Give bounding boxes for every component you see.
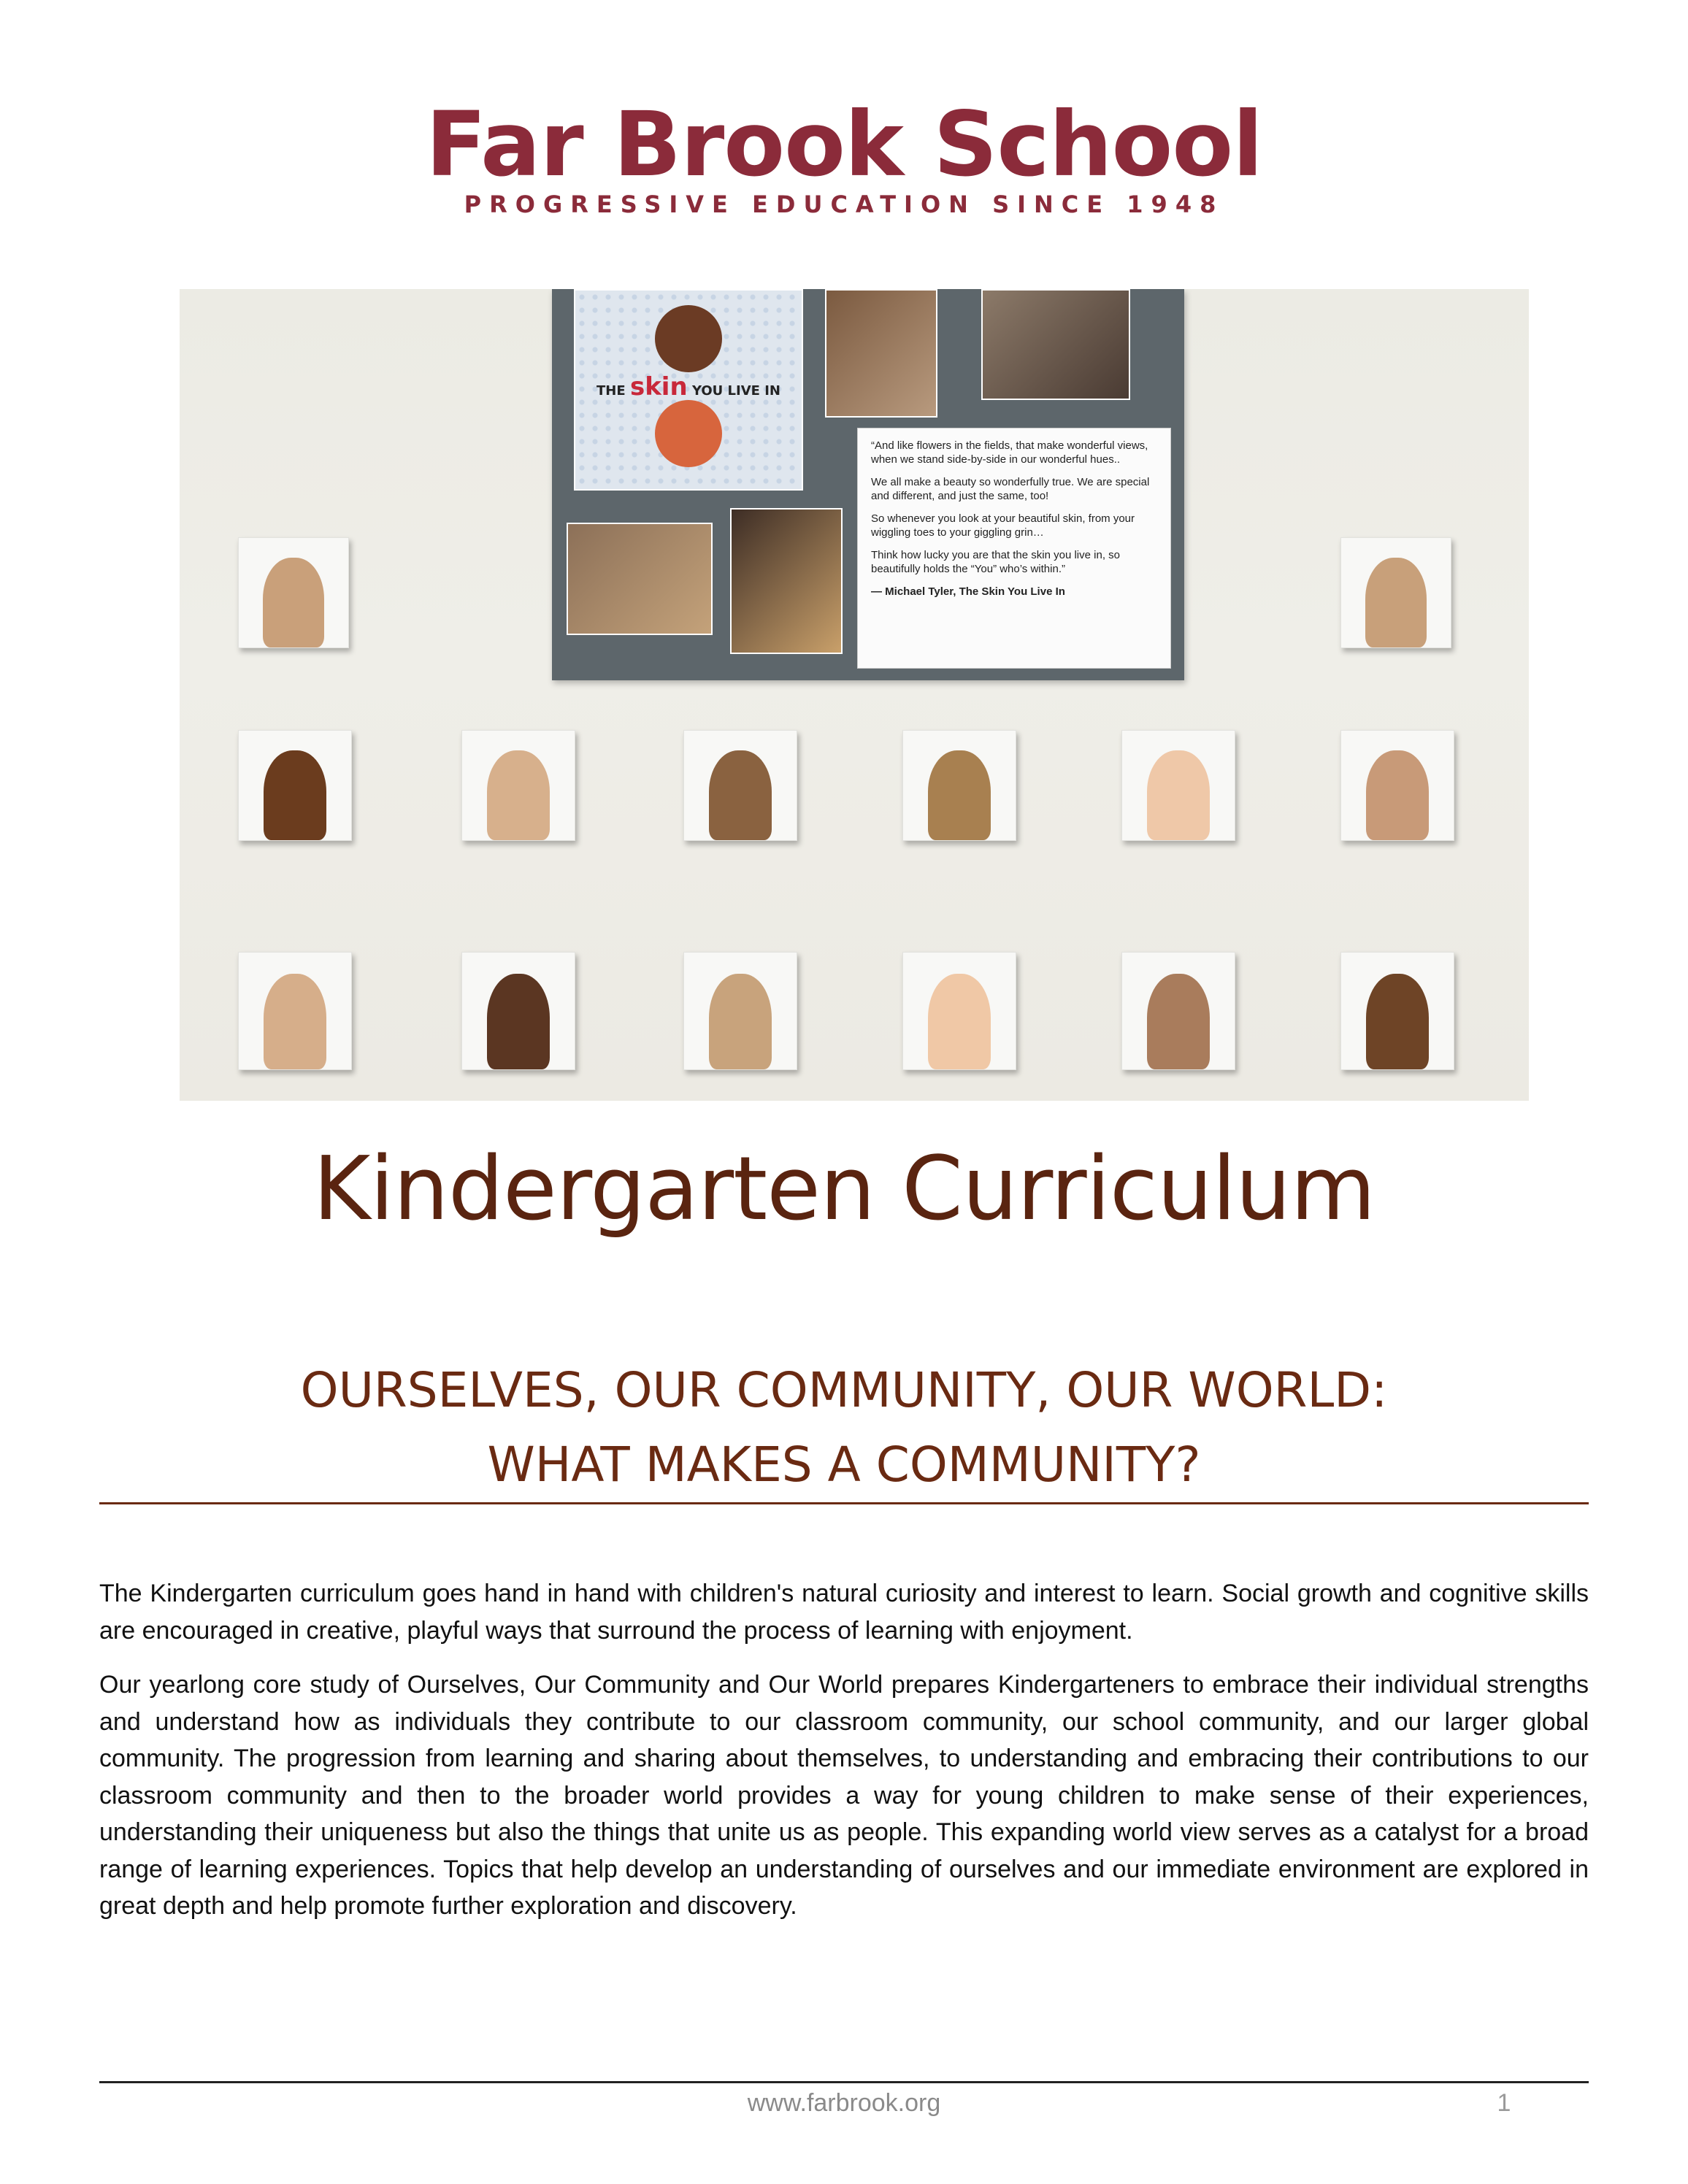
quote-card [857,428,1171,669]
subtitle-line-1: OURSELVES, OUR COMMUNITY, OUR WORLD: [300,1362,1388,1418]
silhouette-painting [487,974,550,1069]
silhouette-painting [1366,750,1429,840]
intro-paragraph: The Kindergarten curriculum goes hand in hand with children's natural curiosity and interest to learn. Social growth and cognitive skills are encouraged in creative, playful ways that surround the process of learning with enjoyment. [99,1580,1589,1645]
book-title [575,372,802,401]
footer-website-link[interactable]: www.farbrook.org [747,2089,941,2117]
school-logo [0,93,1688,219]
silhouette-tile [461,730,575,841]
book-title-prefix: THE [596,383,626,399]
core-study-paragraph: Our yearlong core study of Ourselves, Our Community and Our World prepares Kindergarteners to embrace their individual strengths and understand how as individuals they contribute to our classroom community, our school community, and our larger global community. The progression from learning and sharing about themselves, to understanding and embracing their contributions to our classroom community and then to the broader world provides a way for young children to make sense of their experiences, understanding their uniqueness but also the things that unite us as people. This expanding world view serves as a catalyst for a broad range of learning experiences. Topics that help develop an understanding of ourselves and our immediate environment are explored in great depth and help promote further exploration and discovery. [99,1671,1589,1920]
classroom-photo [825,289,937,418]
page-title: Kindergarten Curriculum [312,1139,1376,1240]
quote-line: Think how lucky you are that the skin you live in, so beautifully holds the “You” who’s within.” [871,549,1121,575]
footer-divider [99,2081,1589,2083]
bulletin-board [552,289,1184,680]
silhouette-painting [487,750,550,840]
section-divider [99,1502,1589,1504]
book-face-bottom [655,400,722,467]
silhouette-painting [1147,750,1210,840]
body-text [99,1575,1589,1942]
section-subtitle [0,1353,1688,1502]
silhouette-tile [1340,537,1451,648]
silhouette-painting [928,974,991,1069]
silhouette-tile [1340,730,1454,841]
silhouette-tile [902,952,1016,1070]
classroom-photo [567,523,713,635]
page-number: 1 [1497,2089,1511,2117]
silhouette-painting [1147,974,1210,1069]
book-cover-image [574,289,803,491]
silhouette-tile [238,730,352,841]
school-name: Far Brook School [425,93,1263,196]
book-title-emphasis: skin [629,372,688,401]
silhouette-tile [238,952,352,1070]
silhouette-tile [902,730,1016,841]
silhouette-painting [1365,558,1427,647]
silhouette-painting [264,974,326,1069]
silhouette-tile [1121,730,1235,841]
silhouette-tile [238,537,349,648]
quote-attribution: — Michael Tyler, The Skin You Live In [871,585,1065,598]
book-title-suffix: YOU LIVE IN [691,383,780,399]
silhouette-painting [709,974,772,1069]
silhouette-painting [928,750,991,840]
silhouette-tile [683,952,797,1070]
silhouette-painting [263,558,324,647]
silhouette-tile [1340,952,1454,1070]
quote-line: We all make a beauty so wonderfully true. We are special and different, and just the same, too! [871,476,1150,502]
subtitle-line-2: WHAT MAKES A COMMUNITY? [487,1437,1201,1493]
classroom-photo [981,289,1130,400]
classroom-photo [730,508,843,654]
silhouette-painting [709,750,772,840]
school-tagline: PROGRESSIVE EDUCATION SINCE 1948 [464,191,1224,218]
silhouette-tile [1121,952,1235,1070]
silhouette-tile [461,952,575,1070]
silhouette-tile [683,730,797,841]
quote-line: So whenever you look at your beautiful skin, from your wiggling toes to your giggling grin… [871,512,1135,539]
silhouette-painting [264,750,326,840]
silhouette-painting [1366,974,1429,1069]
quote-line: “And like flowers in the fields, that make wonderful views, when we stand side-by-side in our wonderful hues.. [871,439,1148,466]
book-face-top [655,305,722,372]
hero-photo [180,289,1529,1101]
